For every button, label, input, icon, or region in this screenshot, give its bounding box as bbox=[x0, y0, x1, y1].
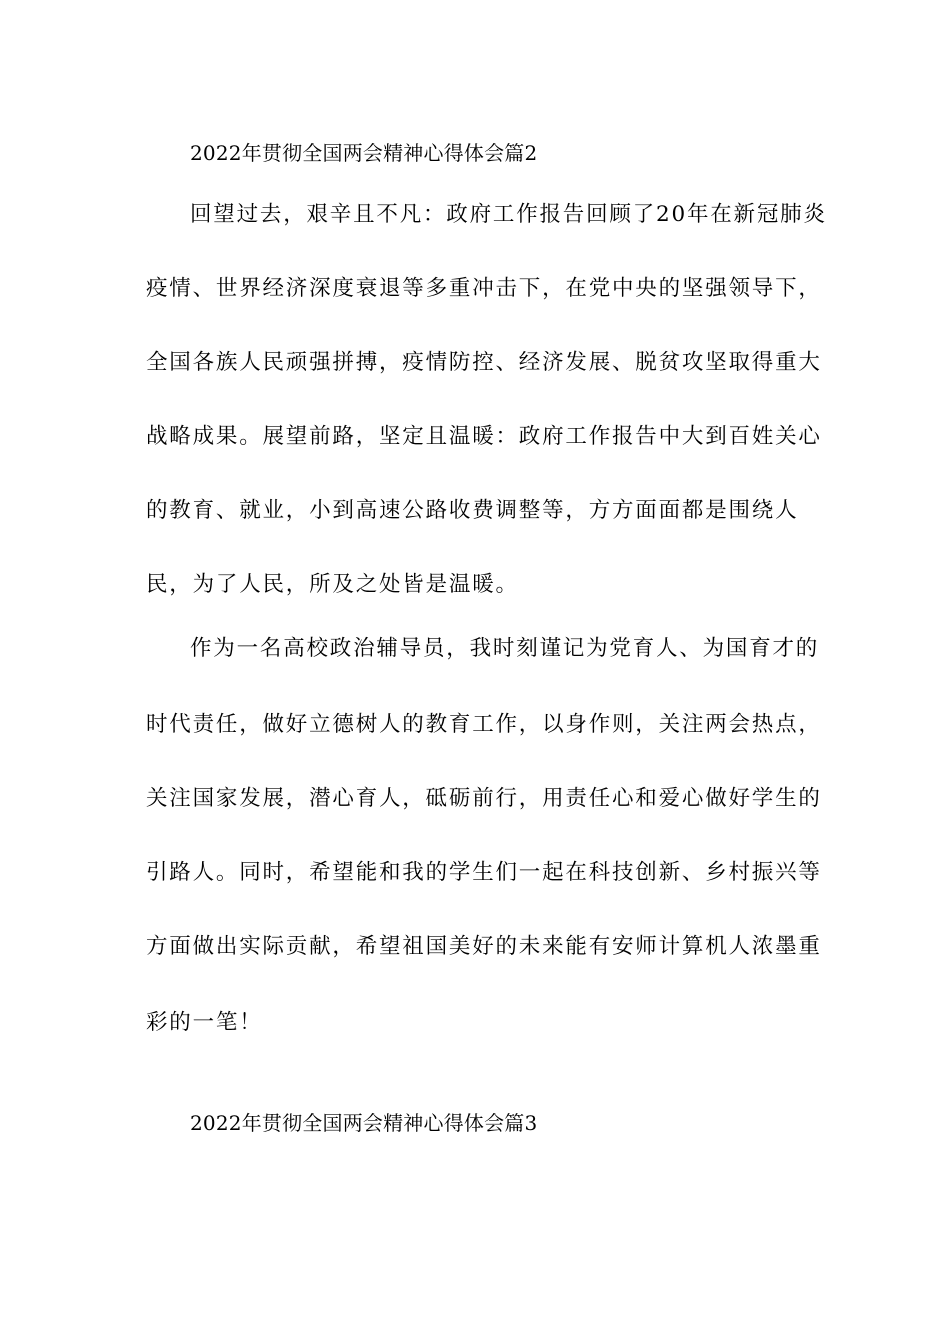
section-heading: 2022年贯彻全国两会精神心得体会篇2 bbox=[190, 141, 538, 165]
paragraph-2-line-3: 关注国家发展，潜心育人，砥砺前行，用责任心和爱心做好学生的 bbox=[146, 786, 822, 811]
paragraph-1-line-5: 的教育、就业，小到高速公路收费调整等，方方面面都是围绕人 bbox=[146, 498, 799, 523]
section-heading: 2022年贯彻全国两会精神心得体会篇3 bbox=[190, 1111, 538, 1135]
paragraph-1-line-1: 回望过去，艰辛且不凡：政府工作报告回顾了20年在新冠肺炎 bbox=[190, 202, 827, 227]
paragraph-1-line-6: 民，为了人民，所及之处皆是温暖。 bbox=[146, 572, 519, 597]
paragraph-1-line-4: 战略成果。展望前路，坚定且温暖：政府工作报告中大到百姓关心 bbox=[146, 424, 822, 449]
paragraph-1-line-3: 全国各族人民顽强拼搏，疫情防控、经济发展、脱贫攻坚取得重大 bbox=[146, 350, 822, 375]
paragraph-1-line-2: 疫情、世界经济深度衰退等多重冲击下，在党中央的坚强领导下， bbox=[146, 276, 822, 301]
paragraph-2-line-5: 方面做出实际贡献，希望祖国美好的未来能有安师计算机人浓墨重 bbox=[146, 934, 822, 959]
paragraph-2-line-4: 引路人。同时，希望能和我的学生们一起在科技创新、乡村振兴等 bbox=[146, 860, 822, 885]
paragraph-2-line-2: 时代责任，做好立德树人的教育工作，以身作则，关注两会热点， bbox=[146, 712, 822, 737]
paragraph-2-line-6: 彩的一笔！ bbox=[146, 1010, 263, 1035]
paragraph-2-line-1: 作为一名高校政治辅导员，我时刻谨记为党育人、为国育才的 bbox=[190, 636, 820, 661]
